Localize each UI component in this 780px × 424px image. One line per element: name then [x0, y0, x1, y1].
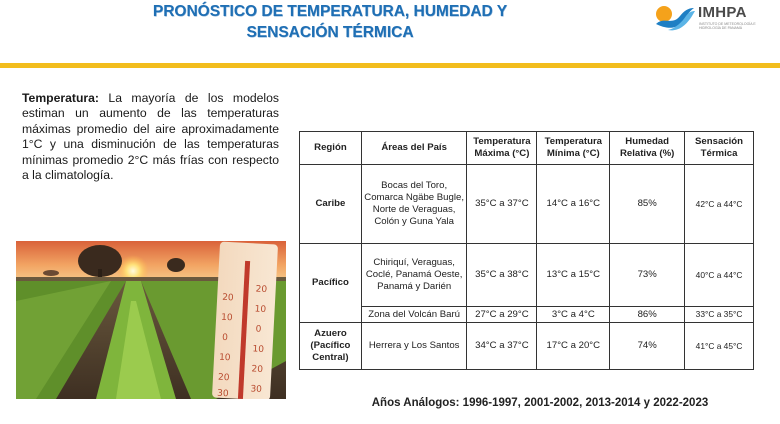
- svg-text:10: 10: [218, 352, 231, 364]
- table-row: [300, 165, 754, 244]
- header-areas: Áreas del País: [361, 132, 467, 165]
- sensation-cell: 33°C a 35°C: [685, 307, 754, 323]
- logo-subtitle: INSTITUTO DE METEOROLOGÍA E HIDROLOGÍA DE PANAMÁ: [699, 22, 756, 30]
- table-header-row: [300, 132, 754, 165]
- svg-text:0: 0: [221, 332, 229, 344]
- table-row: [300, 307, 754, 323]
- description-text: La mayoría de los modelos estiman un aumento de las temperaturas máximas promedio del aire aproximadamente 1°C y una disminución de las temperaturas mínimas promedio 2°C más frías con respecto a la climatología.: [22, 91, 279, 183]
- table-row: [300, 244, 754, 307]
- max-temp-cell: 34°C a 37°C: [467, 323, 537, 370]
- humidity-cell: 73%: [610, 244, 685, 307]
- svg-text:0: 0: [255, 324, 262, 335]
- svg-text:30: 30: [250, 384, 263, 395]
- svg-text:20: 20: [217, 372, 230, 384]
- max-temp-cell: 35°C a 37°C: [467, 165, 537, 244]
- areas-cell: Herrera y Los Santos: [361, 323, 467, 370]
- header-divider: [0, 63, 780, 68]
- header-sensation: Sensación Térmica: [685, 132, 754, 165]
- humidity-cell: 74%: [610, 323, 685, 370]
- temperature-description: [22, 91, 279, 183]
- svg-text:20: 20: [251, 364, 264, 375]
- analog-years: Años Análogos: 1996-1997, 2001-2002, 2013-2014 y 2022-2023: [371, 397, 709, 409]
- min-temp-cell: 13°C a 15°C: [537, 244, 610, 307]
- title-line-2: SENSACIÓN TÉRMICA: [246, 24, 414, 41]
- farm-field-thermometer-image: [16, 241, 286, 399]
- sensation-cell: 42°C a 44°C: [685, 165, 754, 244]
- humidity-cell: 85%: [610, 165, 685, 244]
- min-temp-cell: 3°C a 4°C: [537, 307, 610, 323]
- table-row: [300, 323, 754, 370]
- areas-cell: Chiriquí, Veraguas, Coclé, Panamá Oeste, Panamá y Darién: [361, 244, 467, 307]
- region-cell: Caribe: [300, 165, 362, 244]
- svg-text:10: 10: [252, 344, 265, 356]
- sensation-cell: 41°C a 45°C: [685, 323, 754, 370]
- header-min-temp: Temperatura Mínima (°C): [537, 132, 610, 165]
- title-line-1: PRONÓSTICO DE TEMPERATURA, HUMEDAD Y: [152, 3, 508, 20]
- svg-text:10: 10: [254, 304, 267, 316]
- areas-cell: Bocas del Toro, Comarca Ngäbe Bugle, Norte de Veraguas, Colón y Guna Yala: [361, 165, 467, 244]
- region-cell: Azuero (Pacífico Central): [300, 323, 362, 370]
- areas-cell: Zona del Volcán Barú: [361, 307, 467, 323]
- svg-text:10: 10: [220, 312, 233, 324]
- header-max-temp: Temperatura Máxima (°C): [467, 132, 537, 165]
- svg-text:20: 20: [255, 284, 268, 296]
- description-label: Temperatura:: [22, 91, 99, 105]
- humidity-cell: 86%: [610, 307, 685, 323]
- sensation-cell: 40°C a 44°C: [685, 244, 754, 307]
- forecast-table: [299, 131, 754, 370]
- field-thermometer-illustration: [16, 241, 286, 399]
- svg-text:30: 30: [216, 388, 229, 399]
- logo-name: IMHPA: [698, 4, 747, 21]
- imhpa-logo: [654, 2, 774, 34]
- sun-wave-logo-icon: [654, 2, 696, 32]
- min-temp-cell: 14°C a 16°C: [537, 165, 610, 244]
- page-title: [100, 1, 560, 43]
- max-temp-cell: 27°C a 29°C: [467, 307, 537, 323]
- max-temp-cell: 35°C a 38°C: [467, 244, 537, 307]
- header-region: Región: [300, 132, 362, 165]
- header-humidity: Humedad Relativa (%): [610, 132, 685, 165]
- svg-text:20: 20: [221, 292, 234, 304]
- region-cell: Pacífico: [300, 244, 362, 323]
- min-temp-cell: 17°C a 20°C: [537, 323, 610, 370]
